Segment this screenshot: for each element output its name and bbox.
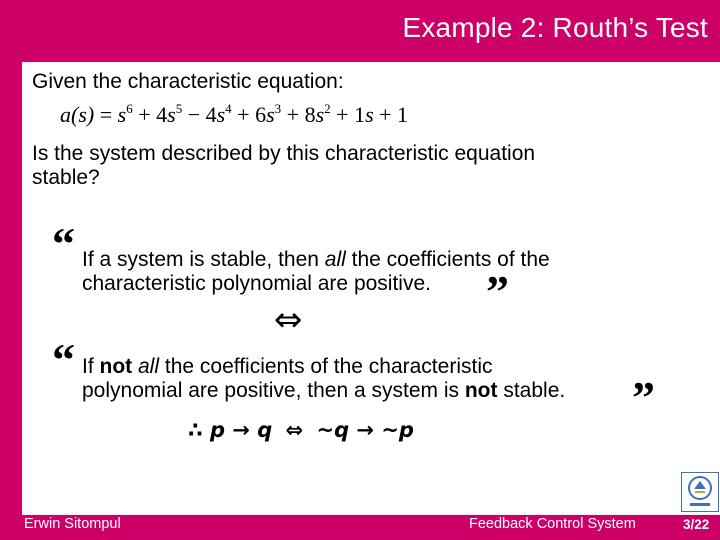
characteristic-equation: $a(s) = s^6 + 4s^5 - 4s^4 + 6s^3 + 8s^2 + 1s + 1$ bbox=[60, 101, 409, 127]
open-quote-1: “ bbox=[52, 218, 75, 269]
close-quote-1: ” bbox=[486, 266, 509, 317]
footer-course: Feedback Control System bbox=[469, 516, 636, 532]
open-quote-2: “ bbox=[52, 334, 75, 385]
intro-text: Given the characteristic equation: bbox=[32, 70, 344, 93]
university-logo-icon bbox=[681, 472, 719, 512]
therefore-symbol: ∴ bbox=[188, 418, 203, 442]
footer-author: Erwin Sitompul bbox=[24, 516, 121, 532]
page-number: 3/22 bbox=[683, 517, 710, 532]
statement2-line1: If not all the coefficients of the characteristic bbox=[82, 355, 493, 378]
contrapositive-logic bbox=[188, 418, 414, 442]
logic-left: p → q bbox=[209, 418, 273, 442]
question-line-2: stable? bbox=[32, 166, 100, 189]
title-bar bbox=[22, 0, 720, 62]
slide-title: Example 2: Routh’s Test bbox=[402, 12, 708, 43]
statement1-line1: If a system is stable, then all the coefficients of the bbox=[82, 248, 550, 271]
equivalence-icon: ⇔ bbox=[274, 300, 303, 340]
statement1-line2: characteristic polynomial are positive. bbox=[82, 272, 431, 295]
question-line-1: Is the system described by this characteristic equation bbox=[32, 142, 536, 165]
equation-lhs: a(s) bbox=[60, 102, 95, 127]
statement2-line2: polynomial are positive, then a system is not stable. bbox=[82, 379, 566, 402]
logic-equiv-symbol: ⇔ bbox=[285, 418, 304, 442]
close-quote-2: ” bbox=[632, 372, 655, 423]
logic-right: ~q → ~p bbox=[316, 418, 414, 442]
